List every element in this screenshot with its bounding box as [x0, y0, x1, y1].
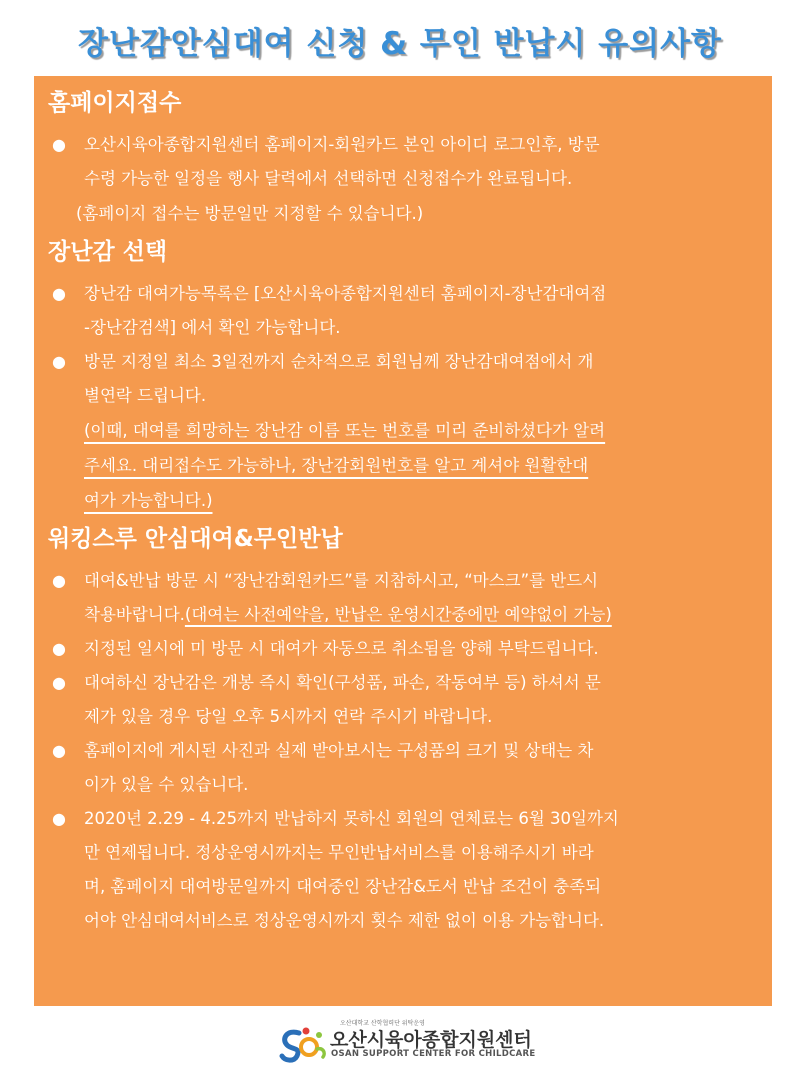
- bullet-line: 장난감 대여가능목록은 [오산시육아종합지원센터 홈페이지-장난감대여점: [84, 284, 607, 303]
- bullet-line: 착용바랍니다.: [84, 605, 185, 624]
- notice-panel: [34, 76, 772, 1006]
- note-line: 주세요. 대리접수도 가능하나, 장난감회원번호를 알고 계셔야 원활한대: [84, 456, 589, 475]
- list-item: [48, 734, 758, 802]
- bullet-list: [48, 128, 758, 196]
- bullet-line: 오산시육아종합지원센터 홈페이지-회원카드 본인 아이디 로그인후, 방문: [84, 135, 600, 154]
- bullet-line: 수령 가능한 일정을 행사 달력에서 선택하면 신청접수가 완료됩니다.: [84, 169, 573, 188]
- bullet-line: 방문 지정일 최소 3일전까지 순차적으로 회원님께 장난감대여점에서 개: [84, 352, 594, 371]
- bullet-icon: ●: [52, 809, 66, 828]
- bullet-list: [48, 277, 758, 413]
- note-text: (홈페이지 접수는 방문일만 지정할 수 있습니다.): [76, 204, 424, 223]
- center-logo-icon: [279, 1023, 329, 1063]
- list-item: [48, 345, 758, 413]
- center-name: 오산시육아종합지원센터: [330, 1029, 532, 1051]
- underlined-note: [48, 413, 758, 518]
- bullet-line: -장난감검색] 에서 확인 가능합니다.: [84, 318, 341, 337]
- section-heading: 워킹스루 안심대여&무인반납: [48, 526, 343, 552]
- bullet-icon: ●: [52, 741, 66, 760]
- bullet-icon: ●: [52, 352, 66, 371]
- bullet-line: 만 연제됩니다. 정상운영시까지는 무인반납서비스를 이용해주시기 바라: [84, 843, 594, 862]
- bullet-line: 어야 안심대여서비스로 정상운영시까지 횟수 제한 없이 이용 가능합니다.: [84, 911, 605, 930]
- bullet-line: 제가 있을 경우 당일 오후 5시까지 연락 주시기 바랍니다.: [84, 707, 493, 726]
- bullet-icon: ●: [52, 673, 66, 692]
- bullet-icon: ●: [52, 284, 66, 303]
- bullet-line: 대여&반납 방문 시 “장난감회원카드”를 지참하시고, “마스크”를 반드시: [84, 571, 599, 590]
- section-heading: 홈페이지접수: [48, 90, 182, 116]
- bullet-line: 지정된 일시에 미 방문 시 대여가 자동으로 취소됨을 양해 부탁드립니다.: [84, 639, 599, 658]
- list-item: [48, 632, 758, 666]
- list-item: [48, 666, 758, 734]
- list-item: [48, 564, 758, 632]
- list-item: [48, 128, 758, 196]
- bullet-line: 며, 홈페이지 대여방문일까지 대여중인 장난감&도서 반납 조건이 충족되: [84, 877, 602, 896]
- note-line: 여가 가능합니다.): [84, 491, 213, 510]
- bullet-line: 홈페이지에 게시된 사진과 실제 받아보시는 구성품의 크기 및 상태는 차: [84, 741, 594, 760]
- operator-caption: 오산대학교 산학협력단 위탁운영: [340, 1020, 425, 1027]
- bullet-icon: ●: [52, 639, 66, 658]
- section-heading: 장난감 선택: [48, 239, 168, 265]
- bullet-icon: ●: [52, 135, 66, 154]
- list-item: [48, 802, 758, 938]
- section-walking-through-rental: [48, 520, 758, 938]
- center-name-english: OSAN SUPPORT CENTER FOR CHILDCARE: [331, 1049, 536, 1059]
- bullet-line: 2020년 2.29 - 4.25까지 반납하지 못하신 회원의 연체료는 6월 30일까지: [84, 809, 619, 828]
- section-toy-selection: [48, 233, 758, 518]
- bullet-line: 별연락 드립니다.: [84, 386, 207, 405]
- section-homepage-application: [48, 84, 758, 231]
- note-line: (이때, 대여를 희망하는 장난감 이름 또는 번호를 미리 준비하셨다가 알려: [84, 421, 606, 440]
- page-title: 장난감안심대여 신청 & 무인 반납시 유의사항: [77, 26, 723, 62]
- bullet-list: [48, 564, 758, 938]
- inline-note: (대여는 사전예약을, 반납은 운영시간중에만 예약없이 가능): [184, 605, 612, 624]
- footer-logo: [0, 1015, 800, 1065]
- bullet-icon: ●: [52, 571, 66, 590]
- bullet-line: 대여하신 장난감은 개봉 즉시 확인(구성품, 파손, 작동여부 등) 하셔서 문: [84, 673, 601, 692]
- list-item: [48, 277, 758, 345]
- bullet-line: 이가 있을 수 있습니다.: [84, 775, 249, 794]
